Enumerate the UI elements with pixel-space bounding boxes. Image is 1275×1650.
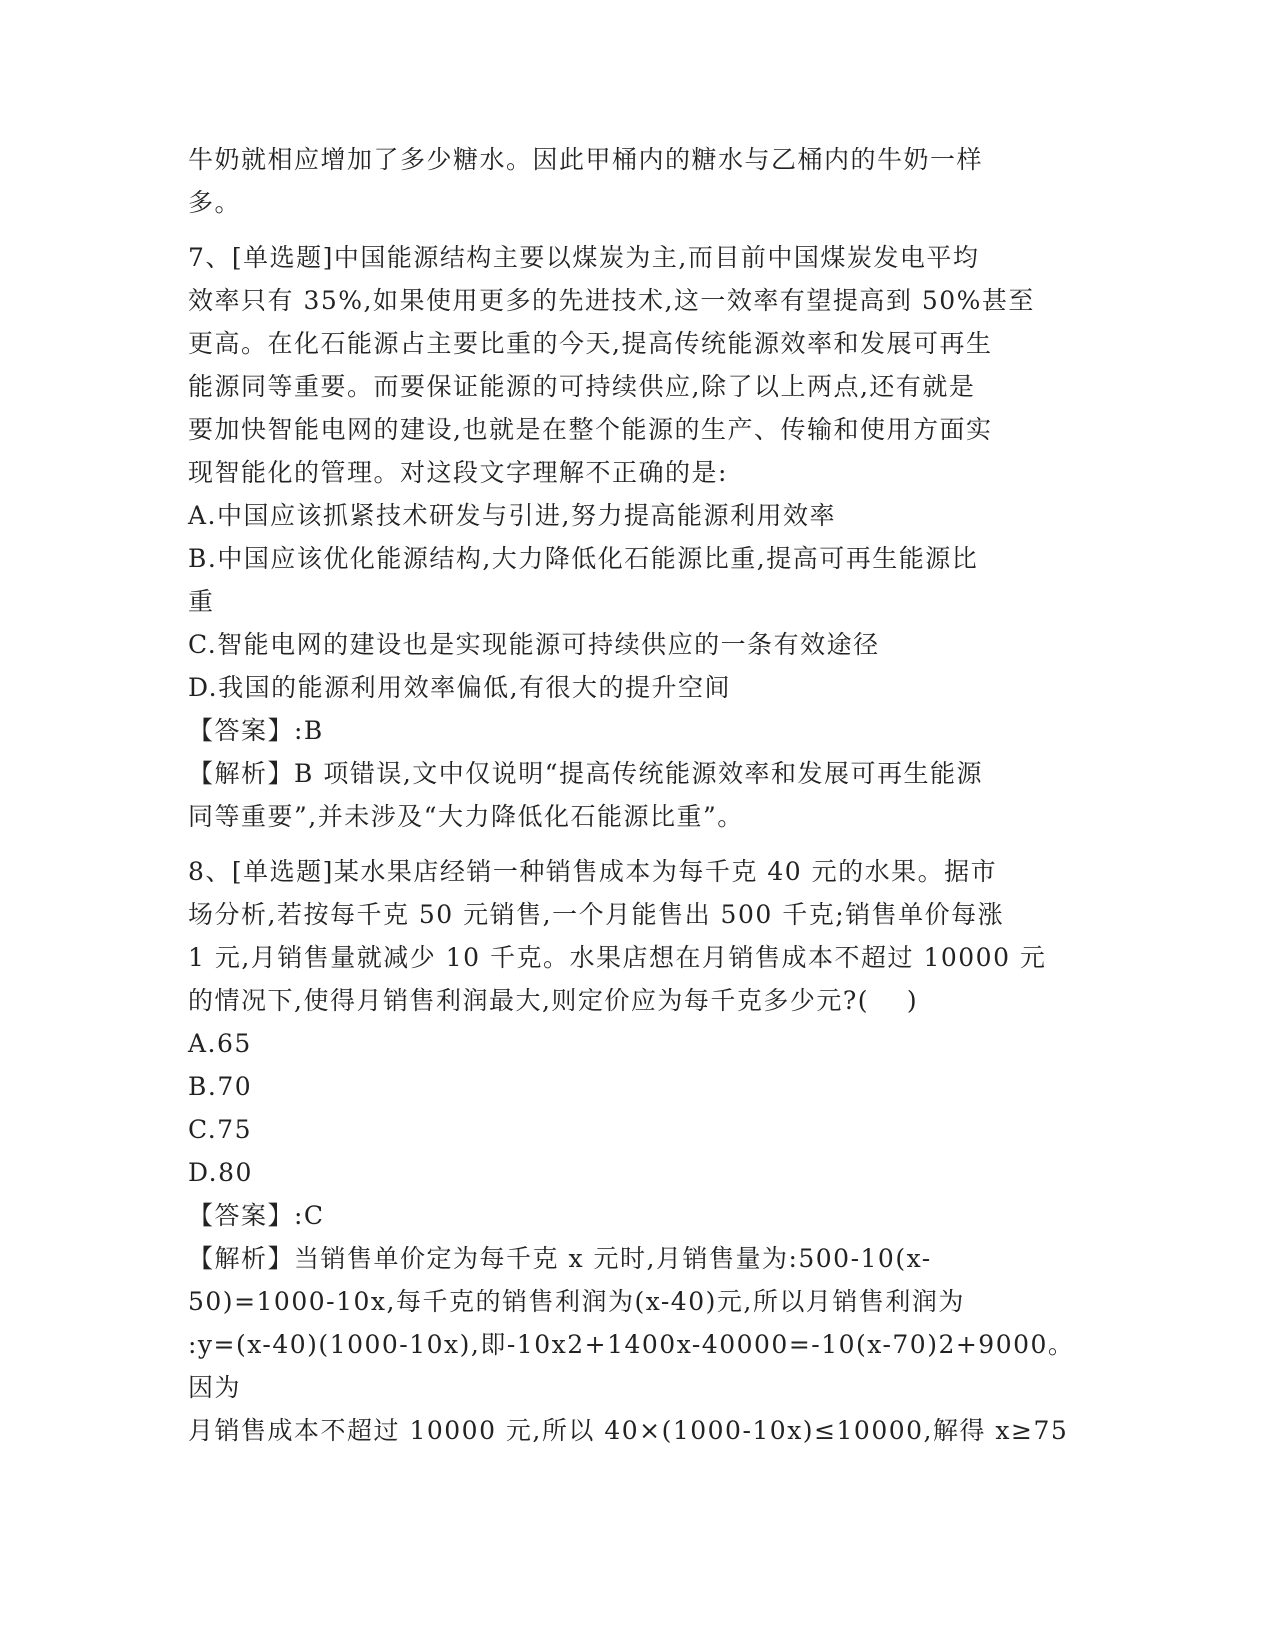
document-page: [188, 138, 1088, 1452]
analysis-line: :y=(x-40)(1000-10x),即-10x2+1400x-40000=-10(x-70)2+9000。因为: [188, 1330, 1075, 1402]
question-line: 更高。在化石能源占主要比重的今天,提高传统能源效率和发展可再生: [188, 329, 993, 358]
question-7: [188, 236, 1088, 838]
answer: 【答案】:C: [188, 1201, 325, 1230]
answer: 【答案】:B: [188, 716, 324, 745]
question-8: [188, 850, 1088, 1452]
option-d: D.我国的能源利用效率偏低,有很大的提升空间: [188, 673, 732, 702]
option-c: C.75: [188, 1115, 252, 1144]
analysis-line: 50)=1000-10x,每千克的销售利润为(x-40)元,所以月销售利润为: [188, 1287, 965, 1316]
option-b: B.中国应该优化能源结构,大力降低化石能源比重,提高可再生能源比: [188, 544, 979, 573]
option-b: B.70: [188, 1072, 253, 1101]
question-line: 1 元,月销售量就减少 10 千克。水果店想在月销售成本不超过 10000 元: [188, 943, 1047, 972]
question-line: 8、[单选题]某水果店经销一种销售成本为每千克 40 元的水果。据市: [188, 857, 998, 886]
question-line: 现智能化的管理。对这段文字理解不正确的是:: [188, 458, 728, 487]
option-d: D.80: [188, 1158, 253, 1187]
analysis-line: 【解析】当销售单价定为每千克 x 元时,月销售量为:500-10(x-: [188, 1244, 932, 1273]
question-line: 的情况下,使得月销售利润最大,则定价应为每千克多少元?( ): [188, 986, 919, 1015]
intro-paragraph: [188, 138, 1088, 224]
option-a: A.中国应该抓紧技术研发与引进,努力提高能源利用效率: [188, 501, 836, 530]
analysis-line: 【解析】B 项错误,文中仅说明“提高传统能源效率和发展可再生能源: [188, 759, 984, 788]
text-line: 多。: [188, 188, 242, 217]
option-c: C.智能电网的建设也是实现能源可持续供应的一条有效途径: [188, 630, 880, 659]
option-b-continued: 重: [188, 587, 215, 616]
question-line: 能源同等重要。而要保证能源的可持续供应,除了以上两点,还有就是: [188, 372, 976, 401]
question-line: 效率只有 35%,如果使用更多的先进技术,这一效率有望提高到 50%甚至: [188, 286, 1035, 315]
analysis-line: 同等重要”,并未涉及“大力降低化石能源比重”。: [188, 802, 744, 831]
option-a: A.65: [188, 1029, 252, 1058]
question-line: 要加快智能电网的建设,也就是在整个能源的生产、传输和使用方面实: [188, 415, 993, 444]
analysis-line: 月销售成本不超过 10000 元,所以 40×(1000-10x)≤10000,解得 x≥75: [188, 1416, 1069, 1445]
question-line: 场分析,若按每千克 50 元销售,一个月能售出 500 千克;销售单价每涨: [188, 900, 1005, 929]
text-line: 牛奶就相应增加了多少糖水。因此甲桶内的糖水与乙桶内的牛奶一样: [188, 145, 984, 174]
question-line: 7、[单选题]中国能源结构主要以煤炭为主,而目前中国煤炭发电平均: [188, 243, 980, 272]
